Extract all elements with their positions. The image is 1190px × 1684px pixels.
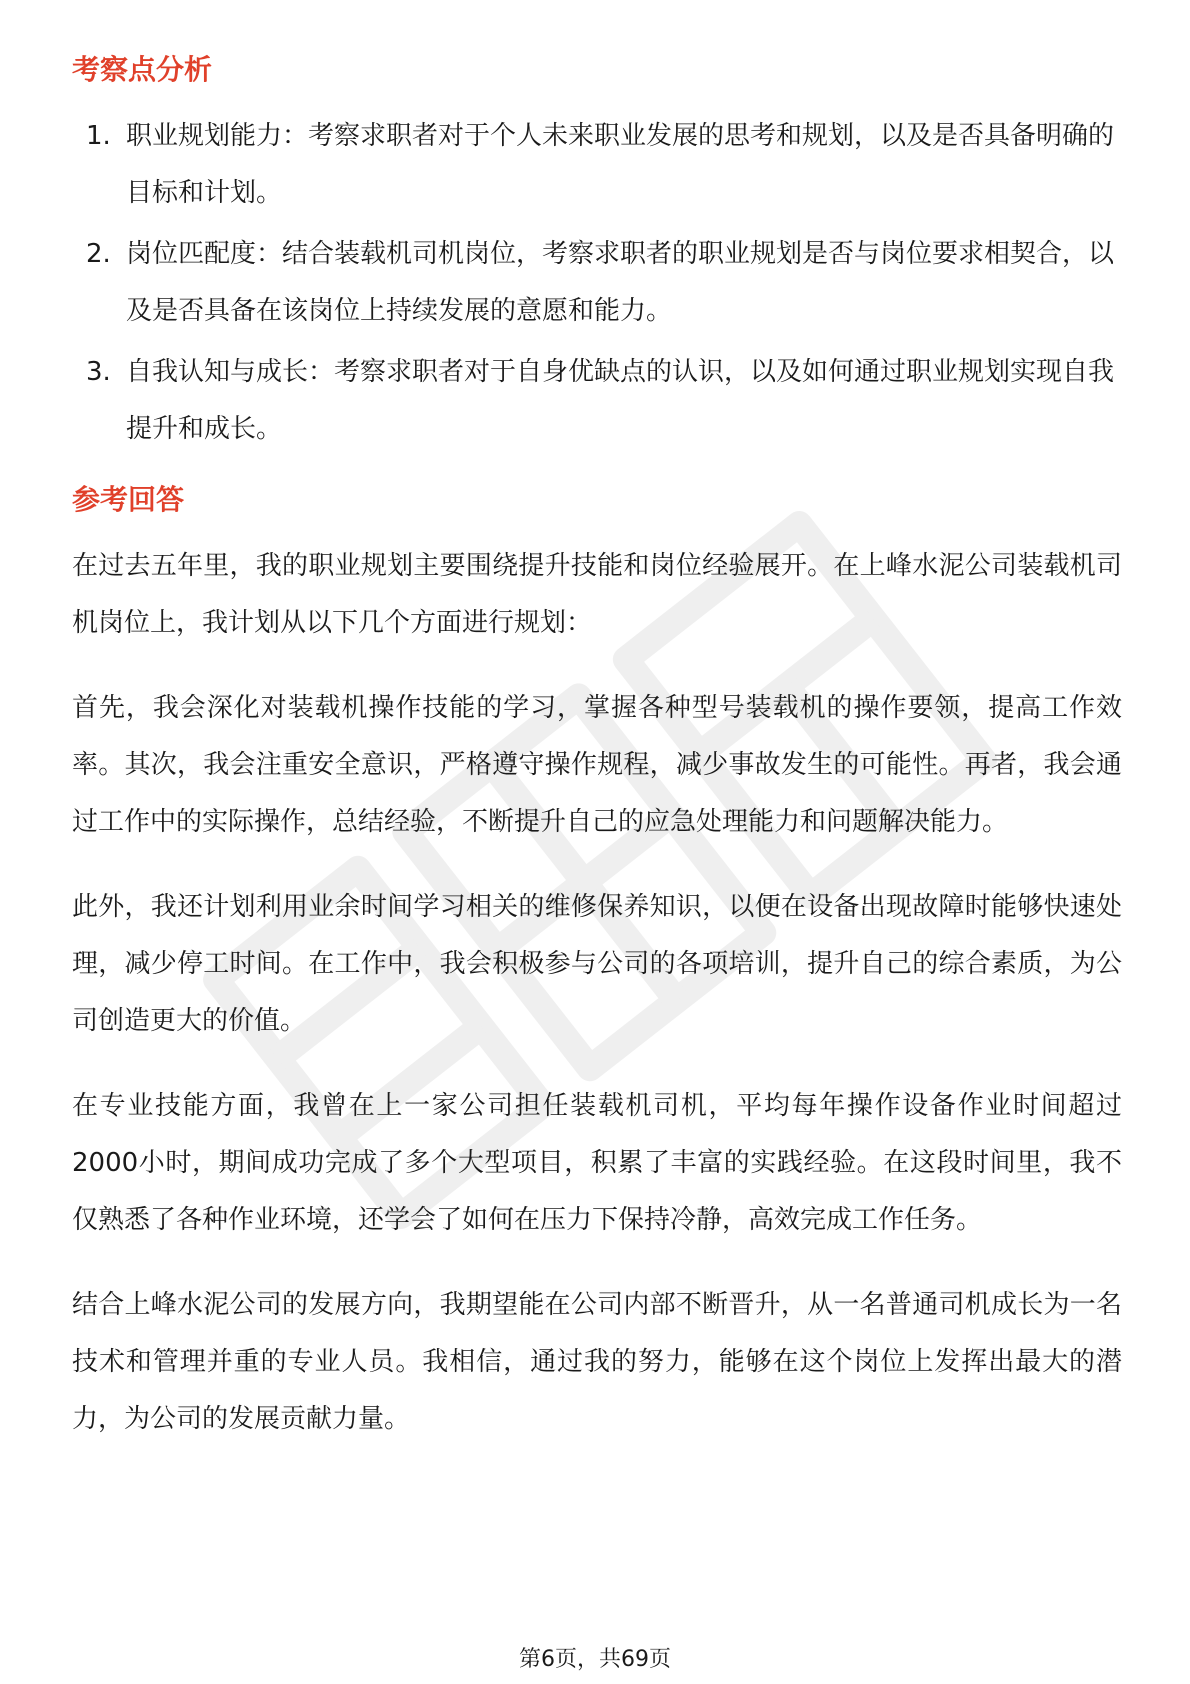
analysis-list <box>72 108 1122 458</box>
answer-paragraph: 此外，我还计划利用业余时间学习相关的维修保养知识，以便在设备出现故障时能够快速处理，减少停工时间。在工作中，我会积极参与公司的各项培训，提升自己的综合素质，为公司创造更大的价值。 <box>72 892 1122 1036</box>
answer-paragraph: 首先，我会深化对装载机操作技能的学习，掌握各种型号装载机的操作要领，提高工作效率。其次，我会注重安全意识，严格遵守操作规程，减少事故发生的可能性。再者，我会通过工作中的实际操作，总结经验，不断提升自己的应急处理能力和问题解决能力。 <box>72 693 1122 837</box>
main-content <box>72 50 1122 1476</box>
list-item-number: 2. <box>86 239 111 269</box>
answer-paragraph: 结合上峰水泥公司的发展方向，我期望能在公司内部不断晋升，从一名普通司机成长为一名技术和管理并重的专业人员。我相信，通过我的努力，能够在这个岗位上发挥出最大的潜力，为公司的发展贡献力量。 <box>72 1290 1122 1434</box>
list-item <box>72 344 1122 458</box>
answer-heading: 参考回答 <box>72 483 185 516</box>
list-item <box>72 108 1122 222</box>
list-item-text: 自我认知与成长：考察求职者对于自身优缺点的认识，以及如何通过职业规划实现自我提升和成长。 <box>126 357 1115 444</box>
list-item-text: 职业规划能力：考察求职者对于个人未来职业发展的思考和规划，以及是否具备明确的目标和计划。 <box>126 121 1115 208</box>
analysis-heading: 考察点分析 <box>72 53 213 86</box>
answer-paragraph: 在过去五年里，我的职业规划主要围绕提升技能和岗位经验展开。在上峰水泥公司装载机司机岗位上，我计划从以下几个方面进行规划： <box>72 551 1122 638</box>
answer-paragraph: 在专业技能方面，我曾在上一家公司担任装载机司机，平均每年操作设备作业时间超过2000小时，期间成功完成了多个大型项目，积累了丰富的实践经验。在这段时间里，我不仅熟悉了各种作业环境，还学会了如何在压力下保持冷静，高效完成工作任务。 <box>72 1091 1122 1235</box>
list-item-number: 1. <box>86 121 111 151</box>
page-number: 第6页，共69页 <box>519 1647 671 1672</box>
list-item <box>72 226 1122 340</box>
list-item-text: 岗位匹配度：结合装载机司机岗位，考察求职者的职业规划是否与岗位要求相契合，以及是否具备在该岗位上持续发展的意愿和能力。 <box>126 239 1115 326</box>
list-item-number: 3. <box>86 357 111 387</box>
